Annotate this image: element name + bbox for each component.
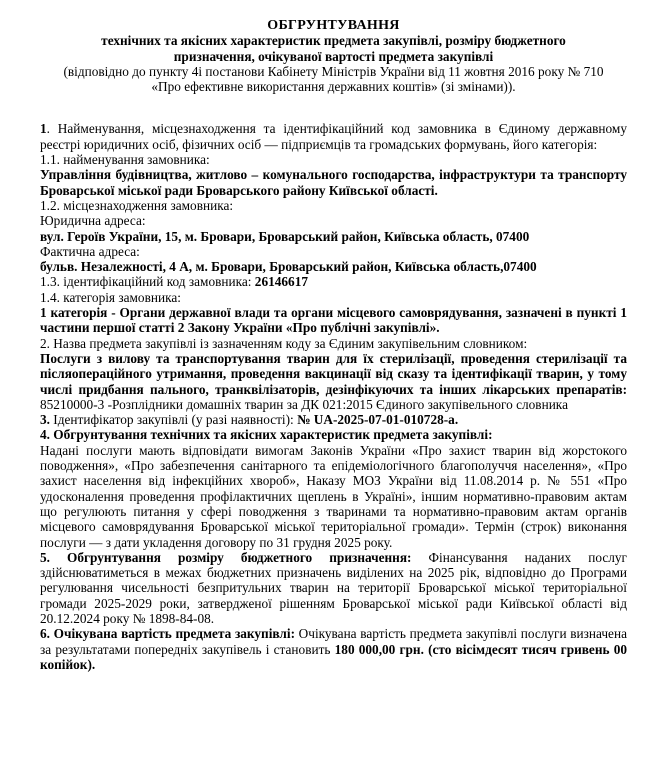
customer-category-value: 1 категорія - Органи державної влади та органи місцевого самоврядування, зазначені в пункті 1 частини першої статті 2 Закону України «Про публічні закупівлі».: [40, 305, 627, 336]
section-1-text: . Найменування, місцезнаходження та ідентифікаційний код замовника в Єдиному державному реєстрі юридичних осіб, фізичних осіб — підприємців та громадських формувань, його категорія:: [40, 121, 627, 152]
customer-location-label: 1.2. місцезнаходження замовника:: [40, 197, 234, 213]
document-title: ОБГРУНТУВАННЯ: [267, 18, 400, 33]
section-4-text: Надані послуги мають відповідати вимогам Законів України «Про захист тварин від жорстокого поводження», «Про забезпечення санітарного та епідеміологічного благополуччя населення», «Про захист населення від інфекційних хвороб», Наказу МОЗ України від 11.08.2014 р. № 551 «Про удосконалення проведення профілактичних щеплень в Україні», іншим нормативно-правовим актам що регулюють питання у сфері поводження з тваринами та нормативно-правовим актам органів місцевого самоврядування Броварської міської територіальної громади». Термін (строк) виконання послуги — з дати укладення договору по 31 грудня 2025 року.: [40, 442, 627, 550]
section-6-text: Очікувана вартість предмета закупівлі послуги визначена за результатами попередніх закупівель і становить: [40, 626, 627, 657]
procurement-subject: Послуги з вилову та транспортування тварин для їх стерилізації, проведення стерилізації та післяопераційного утримання, проведення вакцинації від сказу та ідентифікації тварин, у тому числі придбання пального, транквілізаторів, дезінфікуючих та інших лікарських препаратів:: [40, 350, 627, 397]
header-spacer: [40, 94, 627, 121]
customer-code-value: 26146617: [254, 274, 308, 290]
section-5-heading: 5. Обгрунтування розміру бюджетного призначення:: [40, 549, 412, 565]
section-1-intro: [40, 121, 627, 152]
section-5: [40, 550, 627, 626]
customer-code-label: 1.3. ідентифікаційний код замовника:: [40, 274, 255, 290]
document-note-line-1: (відповідно до пункту 4і постанови Кабінету Міністрів України від 11 жовтня 2016 року № 710: [63, 63, 604, 79]
document-note-line-2: «Про ефективне використання державних коштів» (зі змінами)).: [151, 79, 516, 95]
document-subtitle-line-2: призначення, очікуваної вартості предмета закупівлі: [173, 48, 494, 64]
actual-address-value: бульв. Незалежності, 4 А, м. Бровари, Броварський район, Київська область,07400: [40, 259, 537, 275]
procurement-cpv-code: 85210000-3 -Розплідники домашніх тварин за ДК 021:2015 Єдиного закупівельного словника: [40, 396, 568, 412]
expected-cost-amount: 180 000,00 грн. (сто вісімдесят тисяч гривень 00 копійок).: [40, 641, 627, 672]
customer-code-line: [40, 274, 627, 289]
section-6-heading: 6. Очікувана вартість предмета закупівлі:: [40, 626, 295, 642]
actual-address-label: Фактична адреса:: [40, 243, 140, 259]
section-3-label: Ідентифікатор закупівлі (у разі наявності):: [49, 412, 298, 428]
legal-address-label: Юридична адреса:: [40, 213, 146, 229]
legal-address-value: вул. Героїв України, 15, м. Бровари, Броварський район, Київська область, 07400: [40, 228, 530, 244]
customer-name-value: Управління будівництва, житлово – комунального господарства, інфраструктури та транспорту Броварської міської ради Броварського району Київської області.: [40, 167, 627, 198]
section-2-label: 2. Назва предмета закупівлі із зазначенням коду за Єдиним закупівельним словником:: [40, 335, 528, 351]
section-1-number: 1: [40, 121, 47, 137]
customer-name-label: 1.1. найменування замовника:: [40, 152, 210, 168]
section-3-number: 3.: [40, 412, 50, 428]
procurement-id: № UA-2025-07-01-010728-а.: [297, 412, 459, 428]
section-3: [40, 412, 627, 427]
document-subtitle-line-1: технічних та якісних характеристик предмета закупівлі, розміру бюджетного: [101, 33, 566, 49]
document-header: [40, 18, 627, 94]
section-2-value: [40, 351, 627, 412]
customer-category-label: 1.4. категорія замовника:: [40, 289, 181, 305]
section-4-heading: 4. Обгрунтування технічних та якісних характеристик предмета закупівлі:: [40, 427, 493, 443]
section-6: [40, 626, 627, 672]
section-5-text: Фінансування наданих послуг здійснюватиметься в межах бюджетних призначень виділених на 2025 рік, відповідно до Програми регулювання чисельності безпритульних тварин на території Броварської міської територіальної громади 2025-2029 роки, затвердженої рішенням Броварської міської ради Київської області від 20.12.2024 року № 1898-84-08.: [40, 549, 627, 626]
